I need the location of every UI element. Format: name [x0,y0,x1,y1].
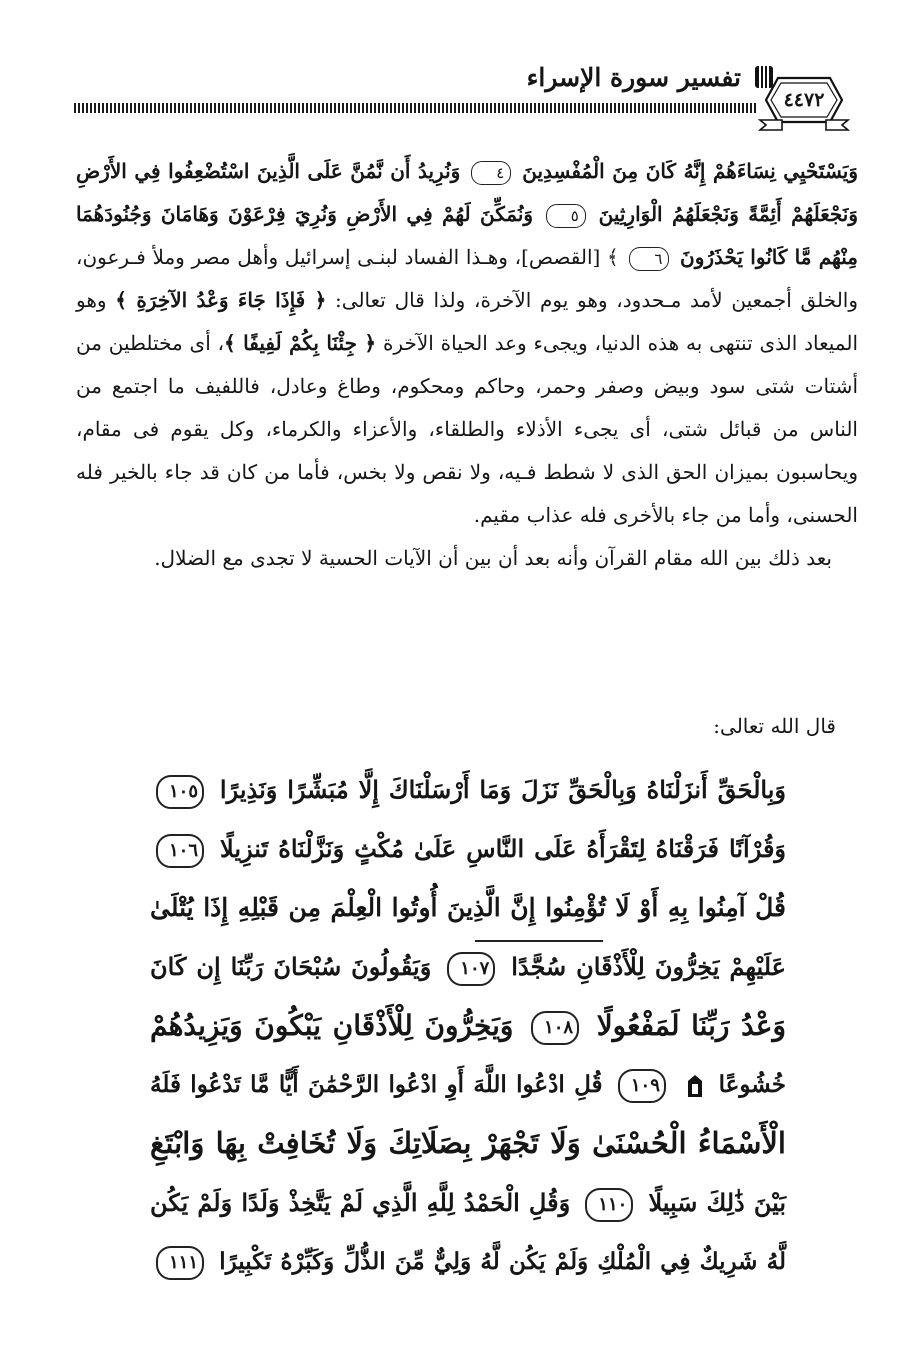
body-text: ، أى مختلطين من أشتات شتى سود وبيض وصفر وحمر، وحاكم ومحكوم، وطاغ وعادل، فاللفيف ما اجتمع من الناس من قبائل شتى، أى يجىء الأذلاء والطلقاء، والأعزاء والكرماء، وكل يقوم فى مقام، ويحاسبون بميزان الحق الذى لا شطط فـيه، ولا نقص ولا بخس، فأما من كان قد جاء بالخير فله الحسنى، وأما من جاء بالأخرى فله عذاب مقيم. [76,331,858,527]
quran-quote: وَيَسْتَحْيِي نِسَاءَهُمْ إِنَّهُ كَانَ مِنَ الْمُفْسِدِينَ [522,159,859,183]
verse-line [150,1232,786,1291]
verse-text: وَعْدُ رَبِّنَا لَمَفْعُولًا [596,1009,787,1042]
verse-introduction: قال الله تعالى: [713,714,836,738]
ayah-number: ١١١ [156,1246,204,1280]
quran-quote: ﴿ جِئْنَا بِكُمْ لَفِيفًا ﴾ [224,331,377,355]
verse-line [150,1114,786,1173]
verse-line [150,878,786,937]
ayah-number: ١٠٩ [618,1069,666,1103]
ayah-number: ١٠٥ [156,775,204,809]
verse-line [150,819,786,878]
page-number: ٤٤٧٢ [783,89,825,111]
ayah-number: ٦ [629,247,669,271]
verse-line [150,937,786,996]
ayah-number: ٥ [546,204,586,228]
commentary-text [76,150,858,580]
verse-text: وَبِالْحَقِّ أَنزَلْنَاهُ وَبِالْحَقِّ نَزَلَ وَمَا أَرْسَلْنَاكَ إِلَّا مُبَشِّرًا وَنَذِيرًا [219,775,786,804]
verse-line [150,1173,786,1232]
paragraph: بعد ذلك بين الله مقام القرآن وأنه بعد أن بين أن الآيات الحسية لا تجدى مع الضلال. [154,546,832,570]
body-text: وهـذا الفساد لبنـى إسرائيل وأهل مصر وملأ فـرعون، والخلق أجمعين لأمد مـحدود، وهو يوم الآخرة، ولذا قال تعالى: [76,245,859,312]
verse-text: قُلِ ادْعُوا اللَّهَ أَوِ ادْعُوا الرَّحْمَٰنَ أَيًّا مَّا تَدْعُوا فَلَهُ [150,1071,603,1098]
verse-text: خُشُوعًا [718,1071,786,1098]
verse-line [150,1055,786,1114]
ayah-number: ١٠٧ [447,952,495,986]
quran-quote: وَنُرِيدُ أَن نَّمُنَّ عَلَى الَّذِينَ اسْتُضْعِفُوا فِي الأَرْضِ وَنَجْعَلَهُمْ أَئِمَّةً وَنَجْعَلَهُمُ الْوَارِثِينَ [76,159,858,226]
ayah-number: ١٠٨ [531,1011,579,1045]
quran-quote: وَنُمَكِّنَ لَهُمْ فِي الأَرْضِ وَنُرِيَ فِرْعَوْنَ وَهَامَانَ وَجُنُودَهُمَا مِنْهُم مَّا كَانُوا يَحْذَرُونَ [76,202,859,269]
verse-line [150,996,786,1055]
verse-text: قُلْ آمِنُوا بِهِ أَوْ لَا تُؤْمِنُوا إِنَّ الَّذِينَ أُوتُوا الْعِلْمَ مِن قَبْلِهِ إِذَا يُتْلَىٰ [150,893,786,922]
sajda-overline [475,940,603,942]
quran-verses [150,760,786,1291]
verse-text: وَقُرْآنًا فَرَقْنَاهُ لِتَقْرَأَهُ عَلَى النَّاسِ عَلَىٰ مُكْثٍ وَنَزَّلْنَاهُ تَنزِيلًا [220,834,787,863]
verse-text: لَّهُ شَرِيكٌ فِي الْمُلْكِ وَلَمْ يَكُن لَّهُ وَلِيٌّ مِّنَ الذُّلِّ وَكَبِّرْهُ تَكْبِيرًا [219,1248,786,1275]
header-rule [74,103,758,113]
surah-reference: ﴾ [القصص]، [514,245,619,269]
verse-text: وَيَقُولُونَ سُبْحَانَ رَبِّنَا إِن كَانَ [150,952,432,981]
verse-text: عَلَيْهِمْ يَخِرُّونَ لِلْأَذْقَانِ سُجَّدًا [511,952,787,981]
verse-text: وَيَخِرُّونَ لِلْأَذْقَانِ يَبْكُونَ وَيَزِيدُهُمْ [150,1009,514,1042]
verse-line [150,760,786,819]
verse-text: وَقُلِ الْحَمْدُ لِلَّهِ الَّذِي لَمْ يَتَّخِذْ وَلَدًا وَلَمْ يَكُن [150,1188,571,1217]
ayah-number: ١٠٦ [156,834,204,868]
running-title: تفسير سورة الإسراء [526,62,741,92]
sajda-icon [685,1073,705,1099]
paragraph [76,150,858,537]
verse-text: الْأَسْمَاءُ الْحُسْنَىٰ وَلَا تَجْهَرْ بِصَلَاتِكَ وَلَا تُخَافِتْ بِهَا وَابْتَغِ [150,1126,786,1160]
quran-quote: ﴿ فَإِذَا جَاءَ وَعْدُ الآخِرَةِ ﴾ [115,288,327,312]
page-header [395,58,775,96]
verse-text: بَيْنَ ذَٰلِكَ سَبِيلًا [648,1188,787,1217]
body-text: وهو الميعاد الذى تنتهى به هذه الدنيا، ويجىء وعد الحياة الآخرة [76,288,859,355]
ayah-number: ١١٠ [585,1188,633,1222]
ayah-number: ٤ [471,161,511,185]
